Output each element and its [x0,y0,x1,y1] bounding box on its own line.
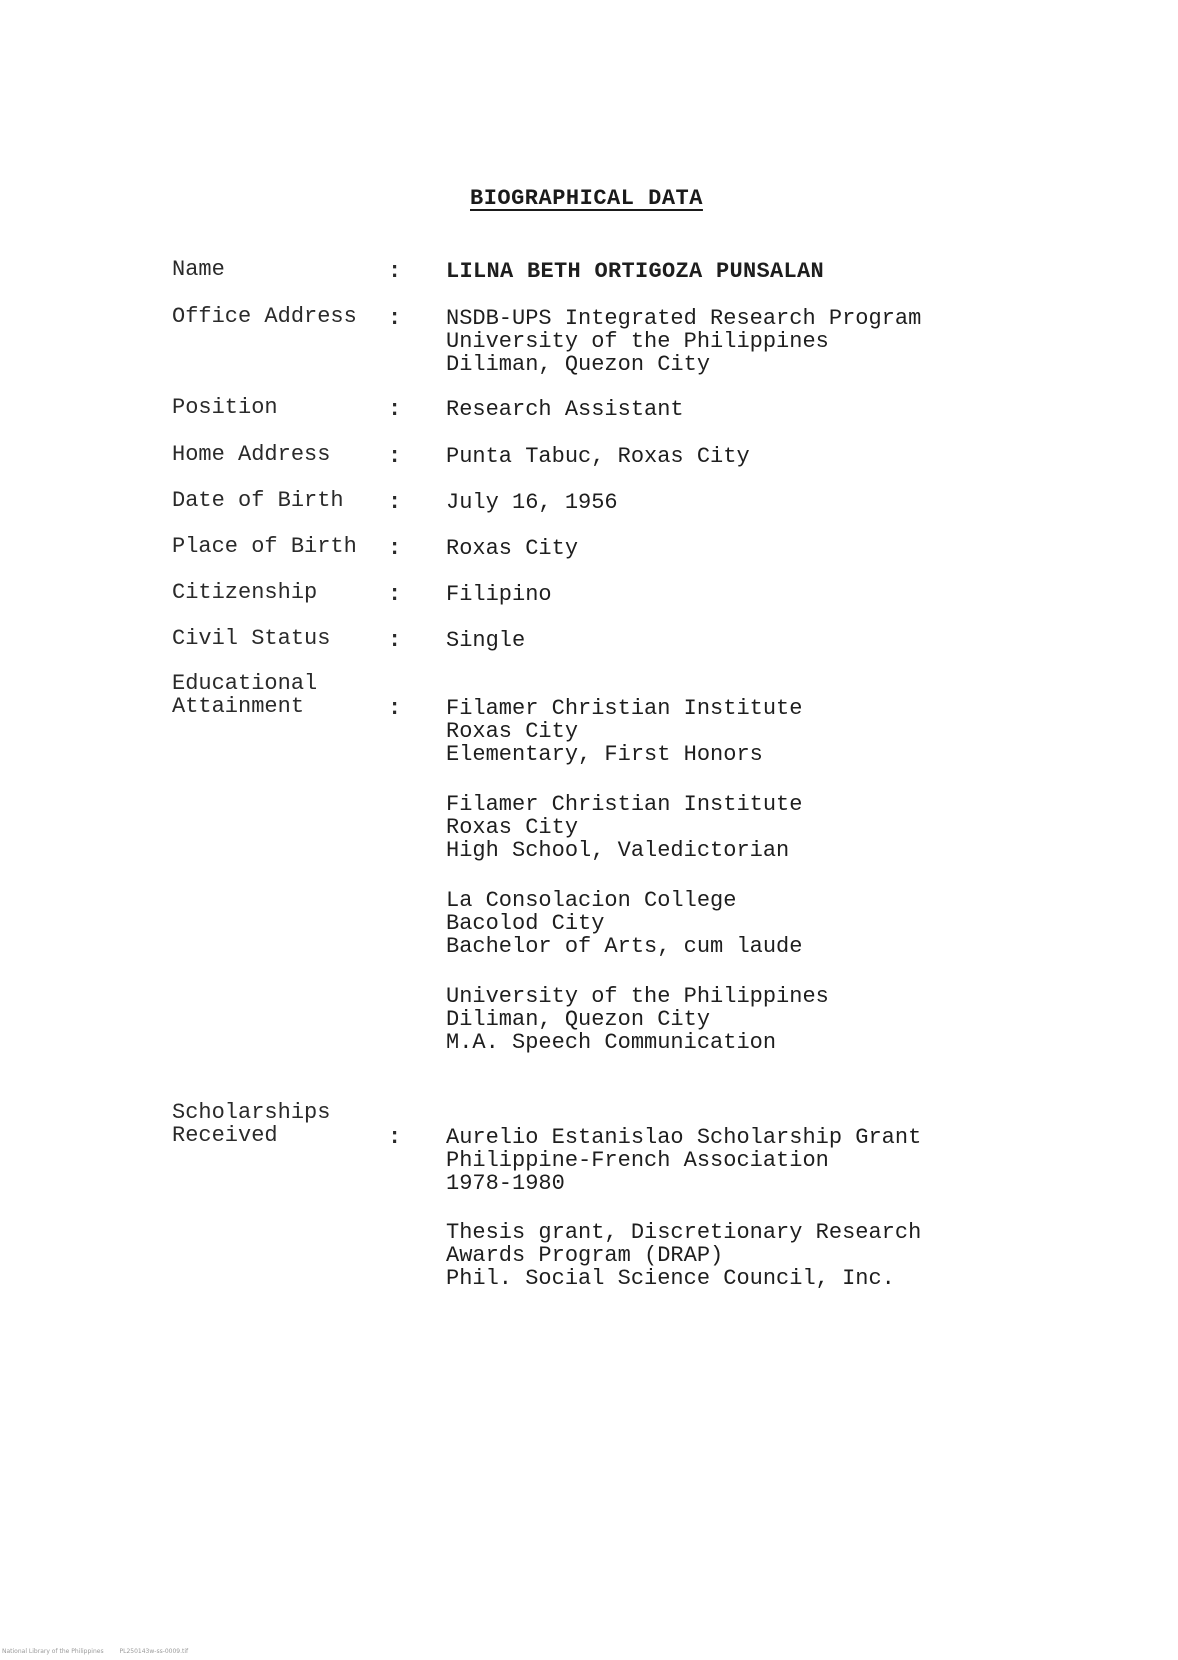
scholarships-label [172,1101,330,1147]
scholarship-entry-line: Aurelio Estanislao Scholarship Grant [446,1125,922,1150]
footer-file: PL250143w-ss-0009.tif [119,1648,189,1655]
scholarship-entry-line: Awards Program (DRAP) [446,1243,724,1268]
education-entry-line: High School, Valedictorian [446,838,790,863]
education-entry [446,985,829,1054]
scholarships-separator: : [388,1125,402,1150]
education-entry-line: La Consolacion College [446,888,737,913]
office-address-label: Office Address [172,304,357,329]
scholarships-label-line: Received [172,1123,278,1148]
education-label-line: Attainment [172,694,305,719]
office-address-separator: : [388,306,402,331]
position-label: Position [172,395,278,420]
education-label [172,672,317,718]
place-of-birth-separator: : [388,536,402,561]
education-entry [446,697,802,766]
position-value-line: Research Assistant [446,397,684,422]
date-of-birth-label: Date of Birth [172,488,344,513]
date-of-birth-value [446,491,618,514]
date-of-birth-separator: : [388,490,402,515]
scholarship-entry-line: 1978-1980 [446,1171,565,1196]
name-value-line: LILNA BETH ORTIGOZA PUNSALAN [446,259,825,284]
citizenship-line: Filipino [446,582,552,607]
civil-status-separator: : [388,628,402,653]
place-of-birth-value [446,537,578,560]
education-separator: : [388,696,402,721]
document-title: BIOGRAPHICAL DATA [470,186,703,211]
scholarship-entry-line: Thesis grant, Discretionary Research [446,1220,922,1245]
date-of-birth-line: July 16, 1956 [446,490,618,515]
scholarships-label-line: Scholarships [172,1100,331,1125]
home-address-label: Home Address [172,442,331,467]
education-entry-line: Bacolod City [446,911,605,936]
home-address-value [446,445,750,468]
education-entry-line: University of the Philippines [446,984,829,1009]
place-of-birth-label: Place of Birth [172,534,357,559]
scholarship-entry [446,1126,921,1195]
office-address-line: Diliman, Quezon City [446,352,711,377]
education-entry [446,793,802,862]
scholarship-entry [446,1221,921,1290]
home-address-line: Punta Tabuc, Roxas City [446,444,750,469]
civil-status-label: Civil Status [172,626,331,651]
citizenship-separator: : [388,582,402,607]
civil-status-value [446,629,525,652]
education-entry [446,889,802,958]
education-entry-line: Diliman, Quezon City [446,1007,711,1032]
education-entry-line: Elementary, First Honors [446,742,763,767]
education-entry-line: Roxas City [446,719,579,744]
name-separator: : [388,259,402,284]
civil-status-line: Single [446,628,526,653]
scholarship-entry-line: Philippine-French Association [446,1148,829,1173]
position-separator: : [388,397,402,422]
education-label-line: Educational [172,671,318,696]
home-address-separator: : [388,444,402,469]
scan-footer [2,1648,202,1655]
position-value [446,398,684,421]
footer-source: National Library of the Philippines [2,1648,104,1655]
education-entry-line: Filamer Christian Institute [446,792,803,817]
education-entry-line: Filamer Christian Institute [446,696,803,721]
citizenship-label: Citizenship [172,580,318,605]
citizenship-value [446,583,552,606]
office-address-value [446,307,921,376]
place-of-birth-line: Roxas City [446,536,579,561]
name-label: Name [172,257,225,282]
scholarship-entry-line: Phil. Social Science Council, Inc. [446,1266,895,1291]
education-entry-line: M.A. Speech Communication [446,1030,777,1055]
office-address-line: NSDB-UPS Integrated Research Program [446,306,922,331]
name-value [446,260,824,283]
education-entry-line: Bachelor of Arts, cum laude [446,934,803,959]
office-address-line: University of the Philippines [446,329,829,354]
education-entry-line: Roxas City [446,815,579,840]
